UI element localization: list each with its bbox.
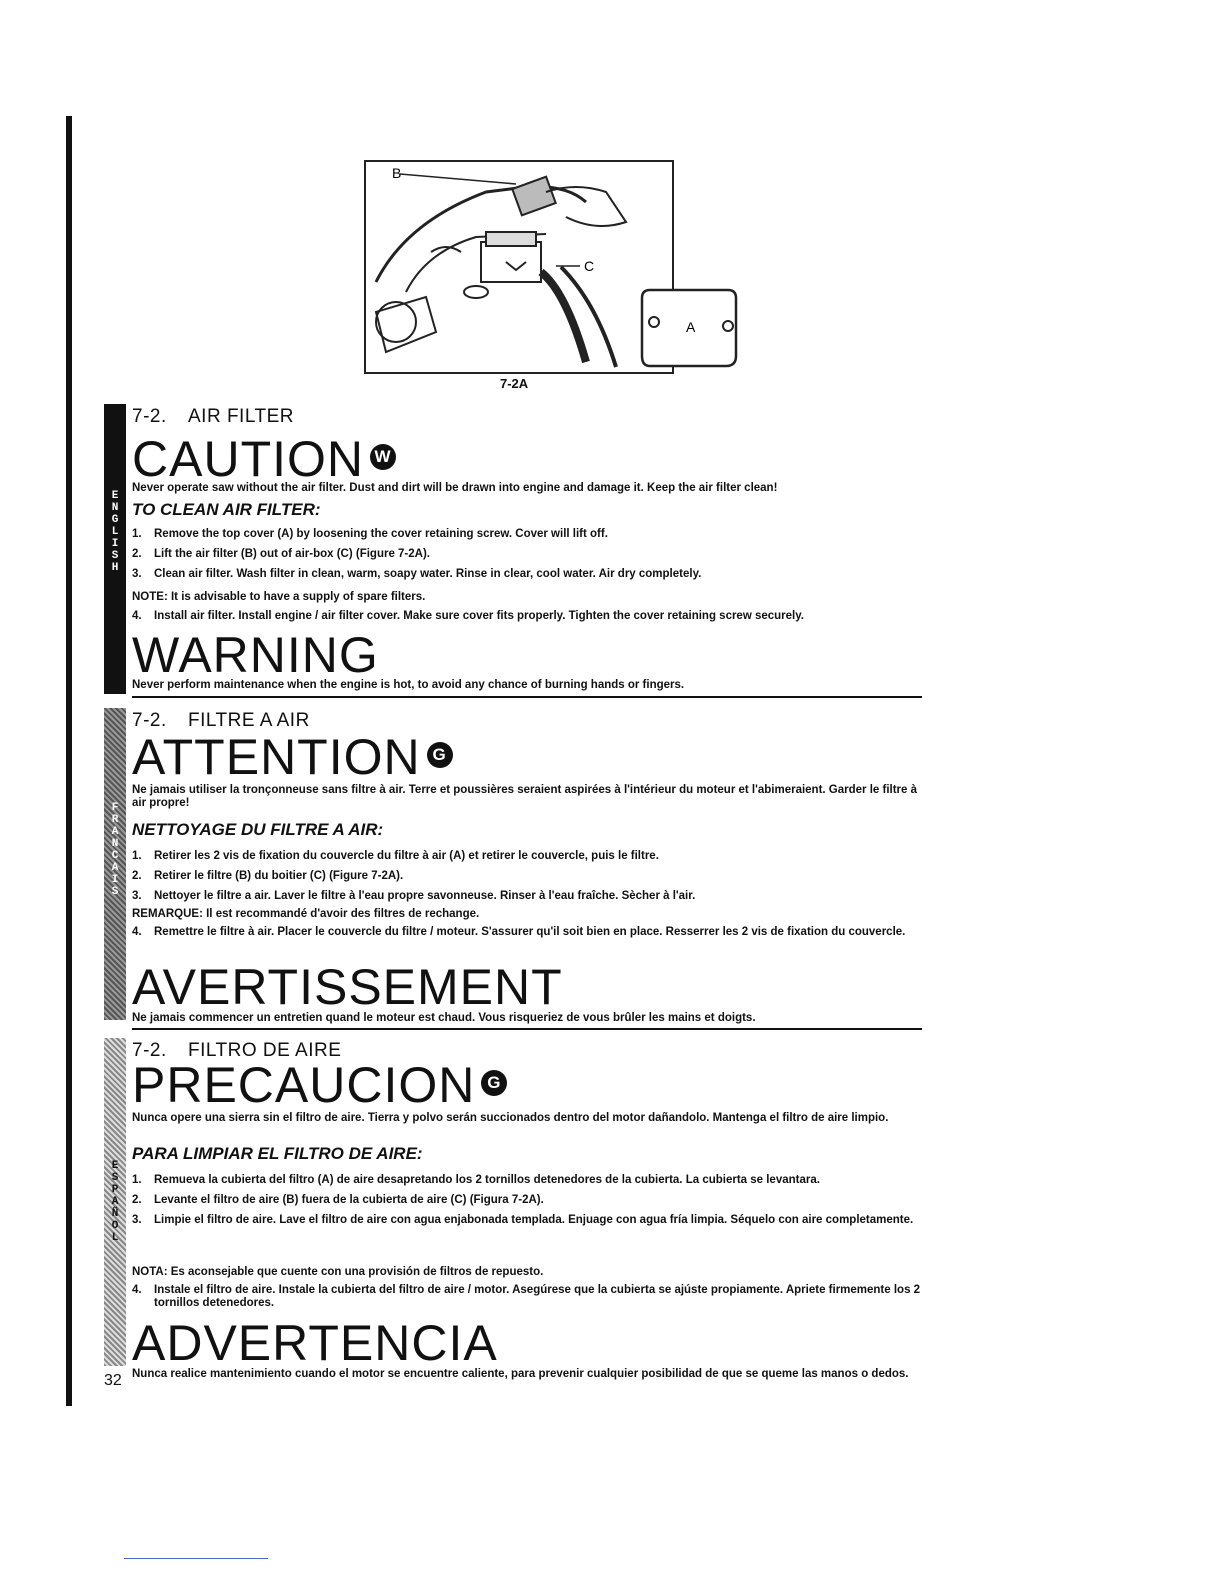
warning-text: Ne jamais commencer un entretien quand le moteur est chaud. Vous risqueriez de vous brûler les mains et doigts.	[132, 1012, 756, 1024]
note-text: NOTA: Es aconsejable que cuente con una provisión de filtros de repuesto.	[132, 1266, 544, 1278]
list-item: 4. Remettre le filtre à air. Placer le couvercle du filtre / moteur. S'assurer qu'il soit bien en place. Resserrer les 2 vis de fixation du couvercle.	[132, 926, 906, 938]
caution-title: CAUTION W	[132, 434, 396, 484]
figure-caption: 7-2A	[500, 376, 529, 391]
caution-text: Nunca opere una sierra sin el filtro de aire. Tierra y polvo serán succionados dentro del motor dañandolo. Mantenga el filtro de aire limpio.	[132, 1112, 889, 1124]
air-filter-cover-drawing	[636, 286, 740, 372]
steps-list-continued	[132, 1284, 922, 1317]
section-francais	[104, 708, 924, 1026]
figure-inset-cover	[636, 286, 740, 372]
figure-label-b: B	[392, 165, 402, 181]
steps-list	[132, 528, 922, 588]
language-tab-label: F R A N C A I S	[111, 802, 119, 898]
caution-title: ATTENTION G	[132, 732, 453, 782]
steps-list	[132, 1174, 922, 1234]
section-espanol	[104, 1038, 924, 1378]
caution-badge-icon: W	[370, 444, 396, 470]
warning-text: Never perform maintenance when the engine is hot, to avoid any chance of burning hands or fingers.	[132, 679, 685, 691]
list-item: 3. Clean air filter. Wash filter in clean, warm, soapy water. Rinse in clear, cool water. Air dry completely.	[132, 568, 702, 580]
list-item: 3. Nettoyer le filtre a air. Laver le filtre à l'eau propre savonneuse. Rinser à l'eau fraîche. Sècher à l'air.	[132, 890, 696, 902]
steps-list	[132, 850, 922, 910]
warning-title: WARNING	[132, 627, 379, 683]
warning-text: Nunca realice mantenimiento cuando el motor se encuentre caliente, para prevenir cualquier posibilidad de que se queme las manos o dedos.	[132, 1368, 909, 1380]
list-item: 2. Retirer le filtre (B) du boitier (C) (Figure 7-2A).	[132, 870, 404, 882]
language-tab-francais	[104, 708, 126, 1020]
footer-line	[124, 1558, 268, 1559]
list-item: 1. Retirer les 2 vis de fixation du couvercle du filtre à air (A) et retirer le couvercle, puis le filtre.	[132, 850, 659, 862]
list-item: 3. Limpie el filtro de aire. Lave el filtro de aire con agua enjabonada templada. Enjuage con agua fría limpia. Séquelo con aire completamente.	[132, 1214, 914, 1226]
list-item: 4. Install air filter. Install engine / air filter cover. Make sure cover fits properly. Tighten the cover retaining screw securely.	[132, 610, 804, 622]
caution-text: Never operate saw without the air filter. Dust and dirt will be drawn into engine and damage it. Keep the air filter clean!	[132, 482, 778, 494]
warning-title: AVERTISSEMENT	[132, 959, 563, 1015]
note-text: NOTE: It is advisable to have a supply of spare filters.	[132, 591, 426, 603]
section-english	[104, 404, 924, 696]
language-tab-label: E N G L I S H	[111, 490, 119, 574]
subheading: NETTOYAGE DU FILTRE A AIR:	[132, 820, 384, 839]
binding-bar	[66, 116, 72, 1406]
figure-label-c: C	[584, 258, 595, 274]
section-heading: 7-2. FILTRE A AIR	[132, 710, 310, 731]
list-item: 2. Levante el filtro de aire (B) fuera de la cubierta de aire (C) (Figura 7-2A).	[132, 1194, 544, 1206]
section-divider	[132, 696, 922, 698]
figure-air-filter-illustration	[364, 160, 674, 374]
page-number: 32	[104, 1372, 122, 1389]
caution-badge-icon: G	[481, 1070, 507, 1096]
caution-title: PRECAUCION G	[132, 1060, 507, 1110]
list-item: 4. Instale el filtro de aire. Instale la cubierta del filtro de aire / motor. Asegúrese que la cubierta se ajúste propiamente. Apriete firmemente los 2 tornillos detenedores.	[132, 1284, 921, 1309]
subheading: TO CLEAN AIR FILTER:	[132, 500, 321, 519]
language-tab-espanol	[104, 1038, 126, 1366]
language-tab-english	[104, 404, 126, 694]
note-text: REMARQUE: Il est recommandé d'avoir des filtres de rechange.	[132, 908, 480, 920]
figure-label-a: A	[686, 319, 696, 335]
subheading: PARA LIMPIAR EL FILTRO DE AIRE:	[132, 1144, 423, 1163]
section-heading: 7-2. AIR FILTER	[132, 406, 294, 427]
warning-title: ADVERTENCIA	[132, 1315, 498, 1371]
list-item: 1. Remove the top cover (A) by loosening the cover retaining screw. Cover will lift off.	[132, 528, 608, 540]
steps-list-continued	[132, 926, 922, 946]
language-tab-label: E S P A Ñ O L	[111, 1160, 119, 1244]
section-divider	[132, 1028, 922, 1030]
caution-text: Ne jamais utiliser la tronçonneuse sans filtre à air. Terre et poussières seraient aspirées à l'intérieur du moteur et l'abimeraient. Garder le filtre à air propre!	[132, 784, 918, 809]
caution-badge-icon: G	[427, 742, 453, 768]
list-item: 2. Lift the air filter (B) out of air-box (C) (Figure 7-2A).	[132, 548, 430, 560]
section-heading: 7-2. FILTRO DE AIRE	[132, 1040, 342, 1061]
list-item: 1. Remueva la cubierta del filtro (A) de aire desapretando los 2 tornillos detenedores de la cubierta. La cubierta se levantara.	[132, 1174, 820, 1186]
chainsaw-airbox-drawing	[366, 162, 672, 372]
